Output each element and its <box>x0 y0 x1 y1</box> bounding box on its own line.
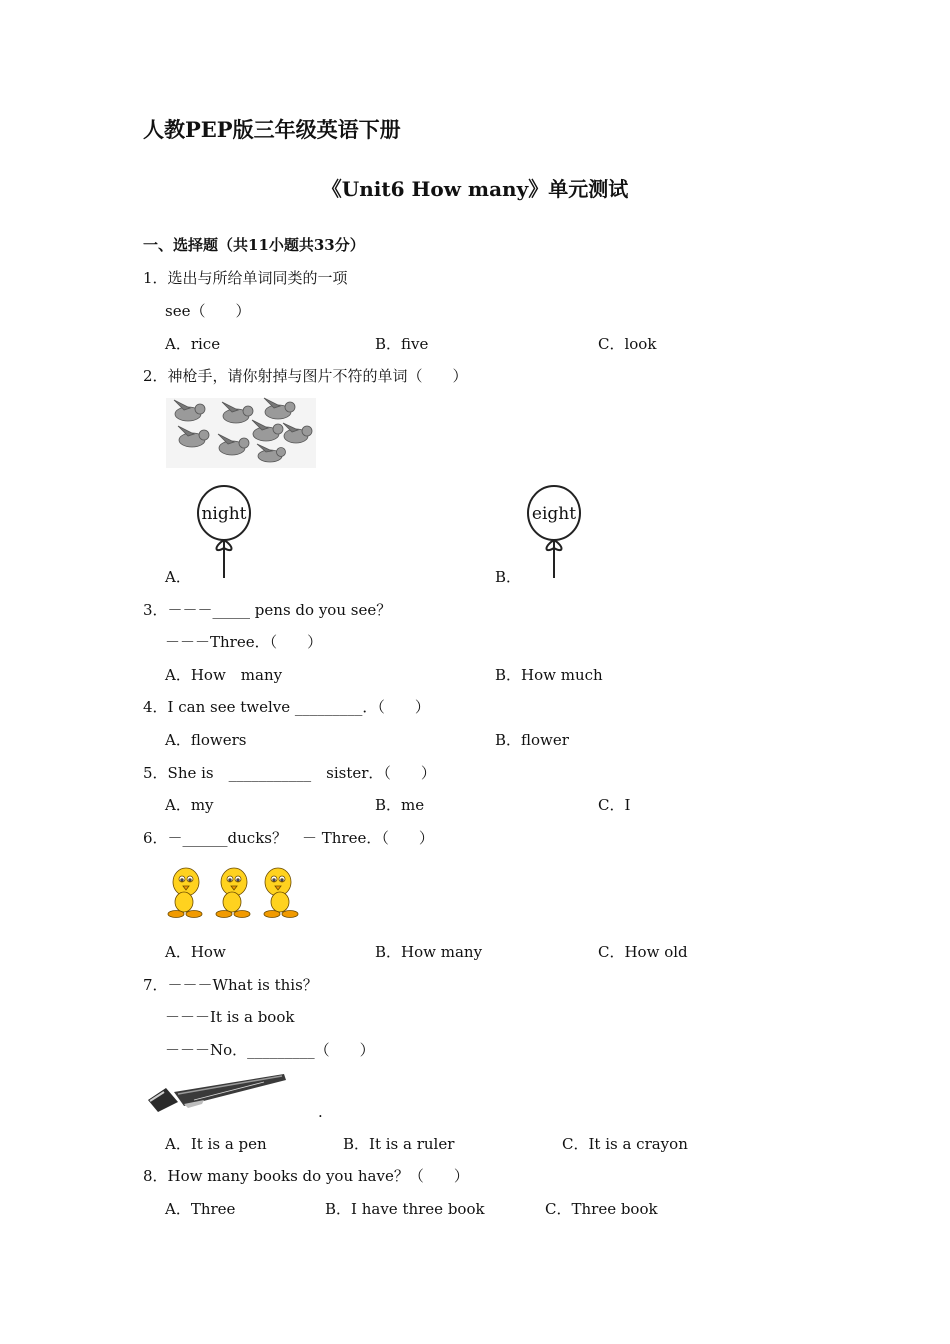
q6-option-a[interactable]: A．How <box>165 943 226 961</box>
balloon-night-image <box>192 484 256 580</box>
q7-line3: －－－No．_________（ ） <box>165 1041 375 1059</box>
q7-option-b[interactable]: B．It is a ruler <box>343 1135 455 1153</box>
section-heading: 一、选择题（共11小题共33分） <box>143 236 365 254</box>
pen-image <box>144 1070 290 1114</box>
q5-option-c[interactable]: C．I <box>598 796 631 814</box>
q8-option-a[interactable]: A．Three <box>165 1200 236 1218</box>
q3-stem: 3．－－－_____ pens do you see？ <box>143 601 392 619</box>
q7-option-c[interactable]: C．It is a crayon <box>562 1135 688 1153</box>
balloon-eight-word: eight <box>531 504 577 524</box>
q8-stem: 8．How many books do you have？（ ） <box>143 1167 469 1185</box>
q5-option-b[interactable]: B．me <box>375 796 425 814</box>
q1-option-c[interactable]: C．look <box>598 335 657 353</box>
q4-option-b[interactable]: B．flower <box>495 731 569 749</box>
q7-image-suffix: . <box>318 1103 323 1121</box>
q6-option-b[interactable]: B．How many <box>375 943 483 961</box>
q7-stem: 7．－－－What is this？ <box>143 976 318 994</box>
balloon-night-word: night <box>201 504 247 524</box>
birds-image <box>166 398 316 468</box>
q7-line2: －－－It is a book <box>165 1008 295 1026</box>
q2-stem: 2．神枪手，请你射掉与图片不符的单词（ ） <box>143 367 468 385</box>
q3-option-b[interactable]: B．How much <box>495 666 603 684</box>
q4-stem: 4．I can see twelve _________．（ ） <box>143 698 430 716</box>
q1-option-b[interactable]: B．five <box>375 335 429 353</box>
q5-stem: 5．She is ___________ sister．（ ） <box>143 764 436 782</box>
q1-option-a[interactable]: A．rice <box>165 335 221 353</box>
q3-option-a[interactable]: A．How many <box>165 666 283 684</box>
balloon-eight-image <box>522 484 586 580</box>
document-title: 人教PEP版三年级英语下册 <box>143 117 401 142</box>
q4-option-a[interactable]: A．flowers <box>165 731 247 749</box>
q8-option-c[interactable]: C．Three book <box>545 1200 658 1218</box>
q1-word: see（ ） <box>165 302 251 320</box>
q2-option-b[interactable]: B． <box>495 568 522 586</box>
q3-answer-line: －－－Three．（ ） <box>165 633 323 651</box>
q2-option-a[interactable]: A． <box>165 568 191 586</box>
q5-option-a[interactable]: A．my <box>165 796 214 814</box>
q7-option-a[interactable]: A．It is a pen <box>165 1135 267 1153</box>
q8-option-b[interactable]: B．I have three book <box>325 1200 485 1218</box>
q6-stem: 6．－______ducks？ － Three．（ ） <box>143 829 434 847</box>
ducks-image <box>166 864 306 920</box>
unit-title: 《Unit6 How many》单元测试 <box>321 177 629 201</box>
q1-stem: 1．选出与所给单词同类的一项 <box>143 269 348 287</box>
q6-option-c[interactable]: C．How old <box>598 943 688 961</box>
